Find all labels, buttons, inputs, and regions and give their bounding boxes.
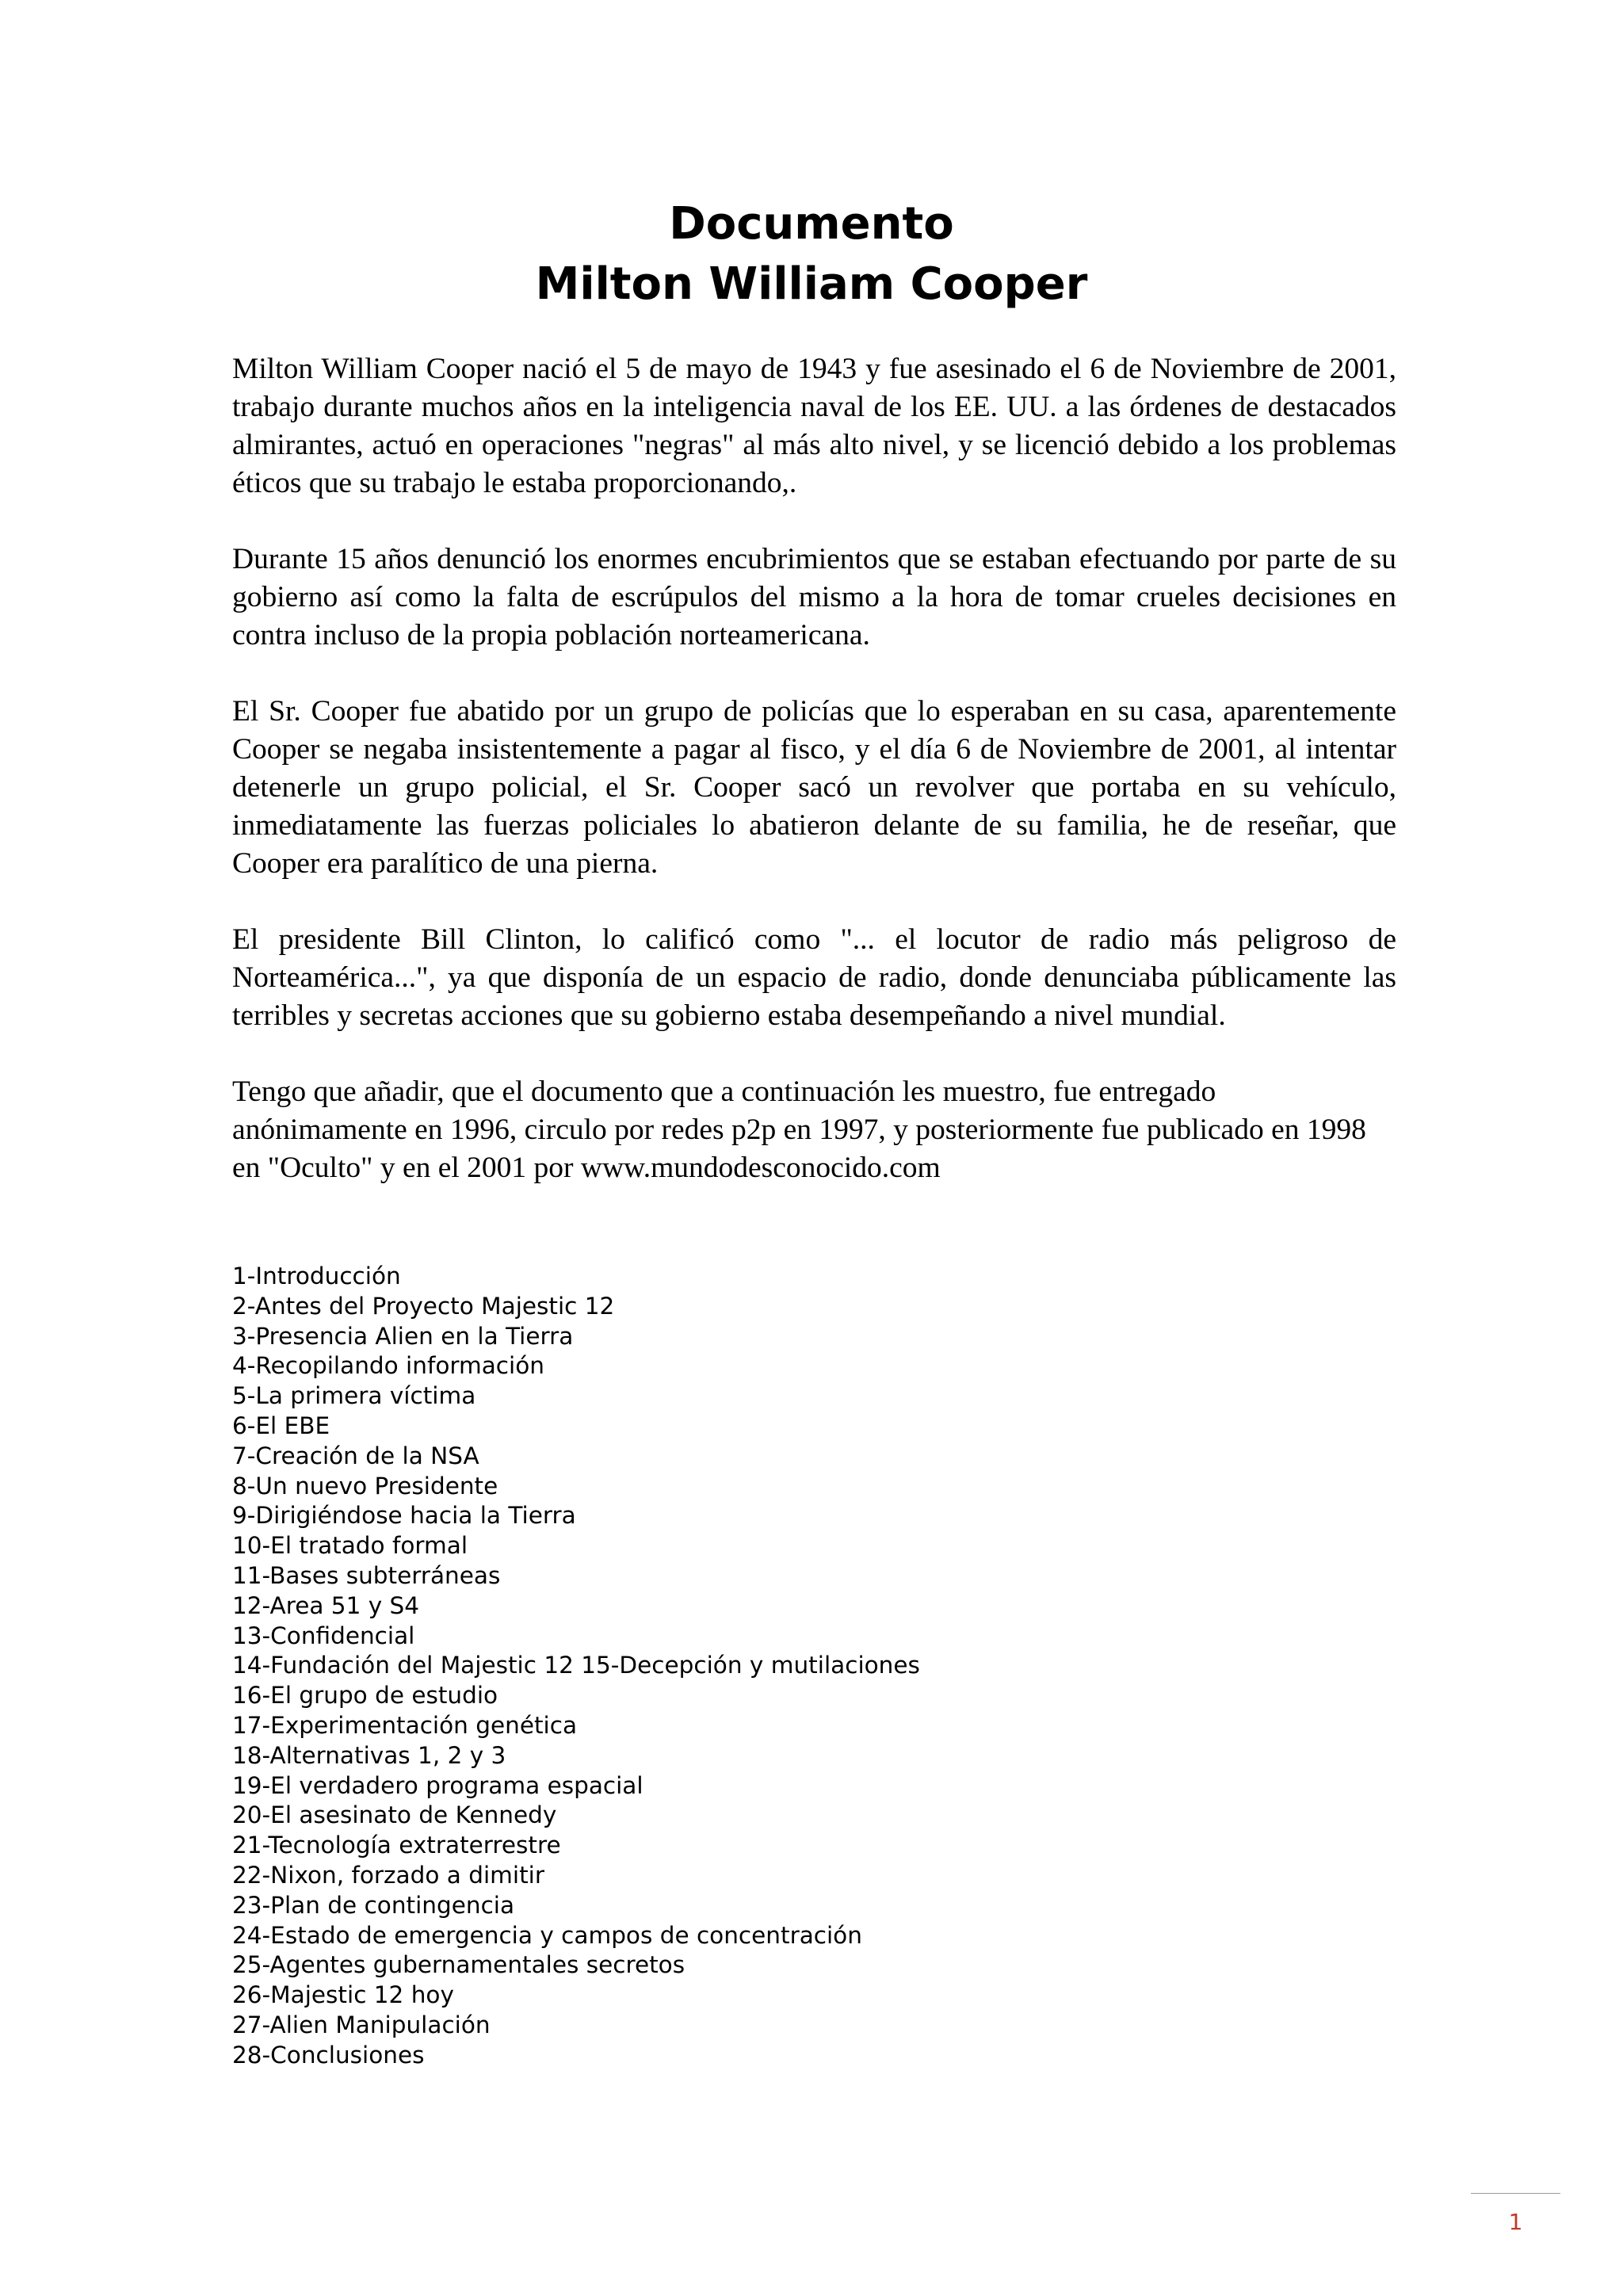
paragraph-3: El Sr. Cooper fue abatido por un grupo de policías que lo esperaban en su casa, aparentemente Cooper se negaba insistentemente a pagar al fisco, y el día 6 de Noviembre de 2001, al intentar detenerle un grupo policial, el Sr. Cooper sacó un revolver que portaba en su vehículo, inmediatamente las fuerzas policiales lo abatieron delante de su familia, he de reseñar, que Cooper era paralítico de una pierna. — [232, 695, 1396, 880]
toc-item: 14-Fundación del Majestic 12 15-Decepción y mutilaciones — [232, 1652, 920, 1679]
toc-item: 18-Alternativas 1, 2 y 3 — [232, 1741, 506, 1769]
toc-item: 4-Recopilando información — [232, 1352, 544, 1380]
toc-item: 23-Plan de contingencia — [232, 1891, 515, 1919]
toc-item: 22-Nixon, forzado a dimitir — [232, 1861, 544, 1889]
toc-item: 5-La primera víctima — [232, 1382, 476, 1410]
toc-item: 26-Majestic 12 hoy — [232, 1981, 454, 2009]
toc-item: 1-Introducción — [232, 1263, 401, 1289]
body-text — [232, 350, 1396, 1187]
footer-rule — [1471, 2193, 1560, 2194]
toc-item: 8-Un nuevo Presidente — [232, 1472, 498, 1499]
paragraph-2: Durante 15 años denunció los enormes encubrimientos que se estaban efectuando por parte de su gobierno así como la falta de escrúpulos del mismo a la hora de tomar crueles decisiones en contra incluso de la propia población norteamericana. — [232, 543, 1396, 651]
paragraph-1: Milton William Cooper nació el 5 de mayo de 1943 y fue asesinado el 6 de Noviembre de 2001, trabajo durante muchos años en la inteligencia naval de los EE. UU. a las órdenes de destacados almirantes, actuó en operaciones "negras" al más alto nivel, y se licenció debido a los problemas éticos que su trabajo le estaba proporcionando,. — [232, 353, 1396, 499]
toc-item: 6-El EBE — [232, 1412, 330, 1439]
toc-item: 28-Conclusiones — [232, 2041, 425, 2069]
toc-item: 24-Estado de emergencia y campos de concentración — [232, 1921, 862, 1949]
toc-item: 19-El verdadero programa espacial — [232, 1771, 643, 1799]
toc-item: 16-El grupo de estudio — [232, 1682, 498, 1710]
title-line-2: Milton William Cooper — [535, 258, 1088, 310]
toc-item: 20-El asesinato de Kennedy — [232, 1801, 557, 1829]
paragraph-5: Tengo que añadir, que el documento que a continuación les muestro, fue entregado anónimamente en 1996, circulo por redes p2p en 1997, y posteriormente fue publicado en 1998 en "Oculto" y en el 2001 por www.mundodesconocido.com — [232, 1075, 1366, 1184]
toc-item: 17-Experimentación genética — [232, 1711, 578, 1739]
paragraph-4: El presidente Bill Clinton, lo calificó como "... el locutor de radio más peligroso de Norteamérica...", ya que disponía de un espacio de radio, donde denunciaba públicamente las terribles y secretas acciones que su gobierno estaba desempeñando a nivel mundial. — [232, 923, 1396, 1032]
toc-item: 7-Creación de la NSA — [232, 1442, 479, 1469]
document-title — [0, 194, 1623, 315]
toc-item: 9-Dirigiéndose hacia la Tierra — [232, 1502, 576, 1530]
toc-item: 25-Agentes gubernamentales secretos — [232, 1951, 685, 1979]
toc-item: 3-Presencia Alien en la Tierra — [232, 1322, 574, 1350]
page-number: 1 — [1508, 2209, 1523, 2235]
toc-item: 2-Antes del Proyecto Majestic 12 — [232, 1292, 615, 1320]
toc-item: 11-Bases subterráneas — [232, 1561, 501, 1589]
table-of-contents — [232, 1262, 1389, 2071]
toc-item: 27-Alien Manipulación — [232, 2011, 491, 2038]
toc-item: 12-Area 51 y S4 — [232, 1591, 420, 1619]
toc-item: 10-El tratado formal — [232, 1532, 468, 1560]
toc-item: 21-Tecnología extraterrestre — [232, 1832, 561, 1859]
toc-item: 13-Confidencial — [232, 1622, 415, 1649]
title-line-1: Documento — [669, 198, 954, 250]
